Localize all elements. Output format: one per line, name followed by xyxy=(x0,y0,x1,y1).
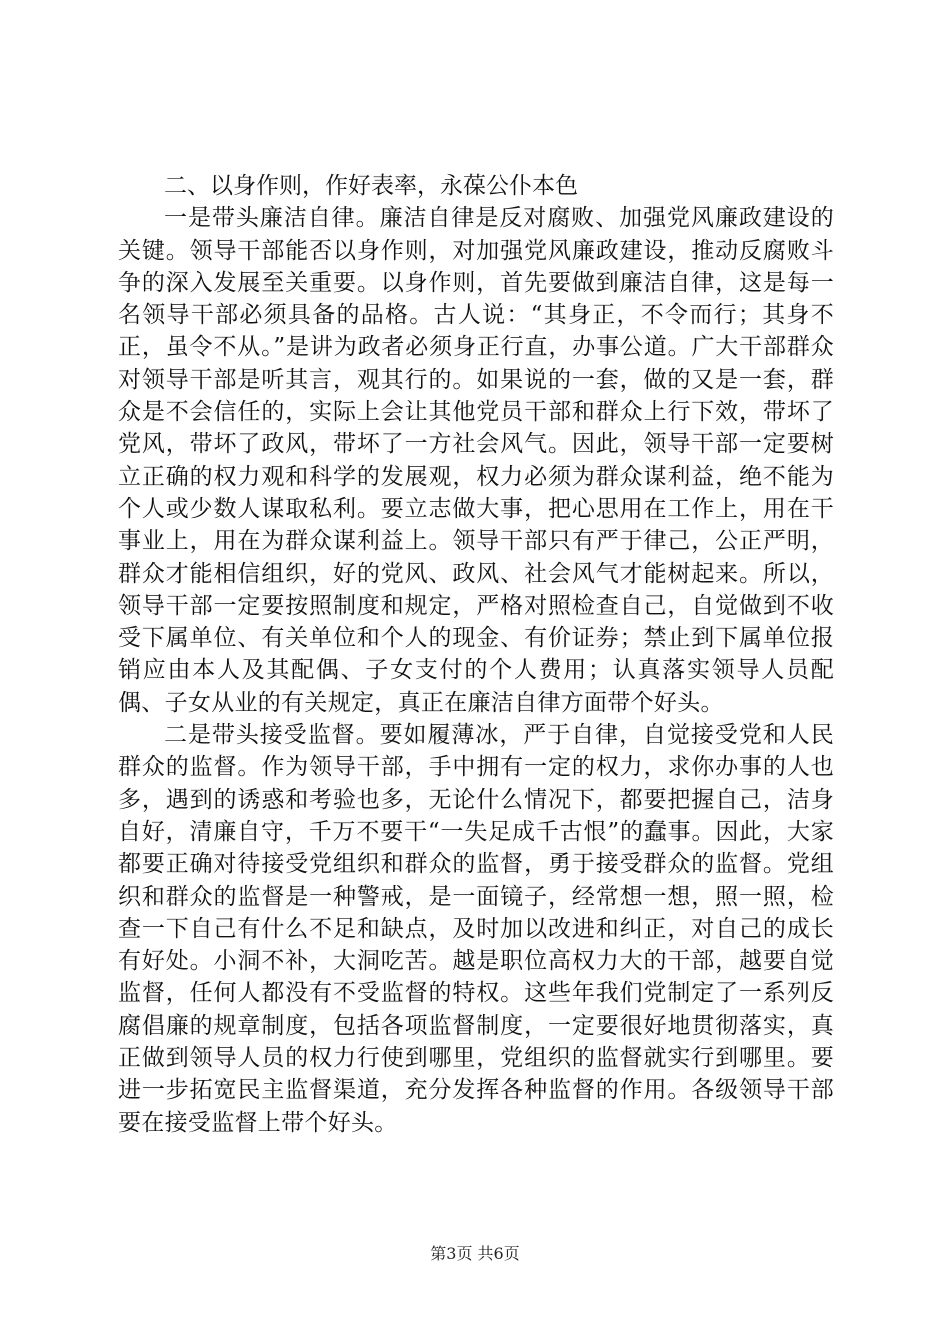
paragraph-accept-supervision: 二是带头接受监督。要如履薄冰，严于自律，自觉接受党和人民群众的监督。作为领导干部，手中拥有一定的权力，求你办事的人也多，遇到的诱惑和考验也多，无论什么情况下，都要把握自己，洁身自好，清廉自守，千万不要干“一失足成千古恨”的蠢事。因此，大家都要正确对待接受党组织和群众的监督，勇于接受群众的监督。党组织和群众的监督是一种警戒，是一面镜子，经常想一想，照一照，检查一下自己有什么不足和缺点，及时加以改进和纠正，对自己的成长有好处。小洞不补，大洞吃苦。越是职位高权力大的干部，越要自觉监督，任何人都没有不受监督的特权。这些年我们党制定了一系列反腐倡廉的规章制度，包括各项监督制度，一定要很好地贯彻落实，真正做到领导人员的权力行使到哪里，党组织的监督就实行到哪里。要进一步拓宽民主监督渠道，充分发挥各种监督的作用。各级领导干部要在接受监督上带个好头。 xyxy=(118,722,834,1136)
page-number-footer: 第3页 共6页 xyxy=(430,1244,520,1263)
paragraph-self-discipline: 一是带头廉洁自律。廉洁自律是反对腐败、加强党风廉政建设的关键。领导干部能否以身作则，对加强党风廉政建设，推动反腐败斗争的深入发展至关重要。以身作则，首先要做到廉洁自律，这是每一名领导干部必须具备的品格。古人说：“其身正，不令而行；其身不正，虽令不从。”是讲为政者必须身正行直，办事公道。广大干部群众对领导干部是听其言，观其行的。如果说的一套，做的又是一套，群众是不会信任的，实际上会让其他党员干部和群众上行下效，带坏了党风，带坏了政风，带坏了一方社会风气。因此，领导干部一定要树立正确的权力观和科学的发展观，权力必须为群众谋利益，绝不能为个人或少数人谋取私利。要立志做大事，把心思用在工作上，用在干事业上，用在为群众谋利益上。领导干部只有严于律己，公正严明，群众才能相信组织，好的党风、政风、社会风气才能树起来。所以，领导干部一定要按照制度和规定，严格对照检查自己，自觉做到不收受下属单位、有关单位和个人的现金、有价证券；禁止到下属单位报销应由本人及其配偶、子女支付的个人费用；认真落实领导人员配偶、子女从业的有关规定，真正在廉洁自律方面带个好头。 xyxy=(118,205,834,716)
document-body xyxy=(118,170,834,1139)
section-heading: 二、以身作则，作好表率，永葆公仆本色 xyxy=(164,173,578,199)
